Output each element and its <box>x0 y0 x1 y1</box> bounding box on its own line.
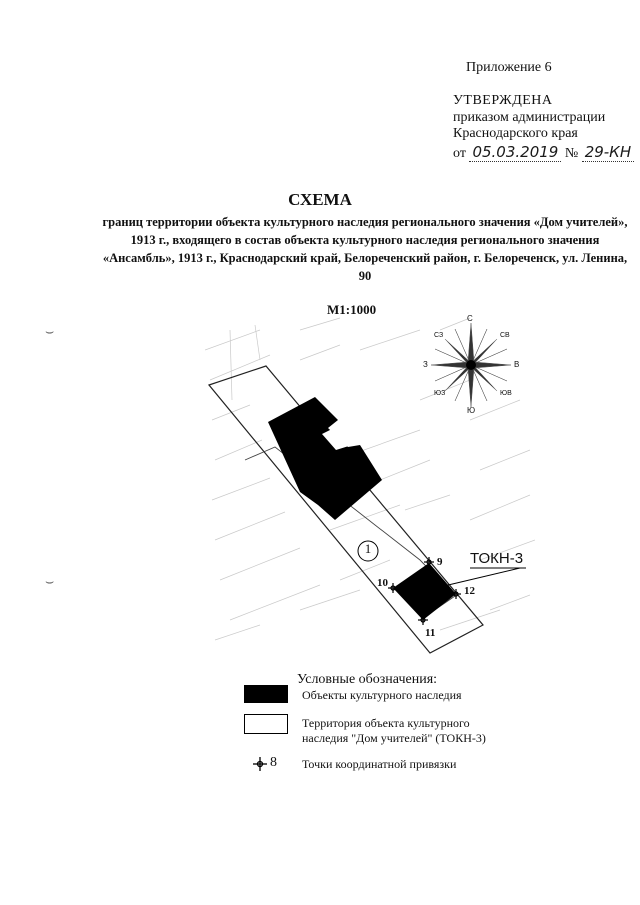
number-prefix: № <box>564 146 579 161</box>
date-prefix: от <box>453 146 466 161</box>
legend-point-sample: 8 <box>270 755 277 770</box>
compass-nw: СЗ <box>434 332 444 339</box>
map-scale: М1:1000 <box>327 302 377 317</box>
heritage-building-small <box>393 563 456 620</box>
compass-s: Ю <box>467 406 476 415</box>
point-9-label: 9 <box>437 556 443 568</box>
object-number: 1 <box>364 541 372 556</box>
legend-heritage-swatch <box>244 685 288 703</box>
order-line-1: приказом администрации <box>453 110 606 125</box>
legend-points-label: Точки координатной привязки <box>302 757 457 771</box>
legend-territory-line1: Территория объекта культурного <box>302 716 470 730</box>
document-subtitle: границ территории объекта культурного наследия регионального значения «Дом учителей», 1913 г., входящего в состав объекта культурного наследия регионального значения «Ансамбль», 1913 г., Краснодарский край, Белореченский район, г. Белореченск, ул. Ленина, 90 <box>102 215 628 283</box>
appendix-label: Приложение 6 <box>466 60 552 75</box>
order-date: 05.03.2019 <box>469 143 561 162</box>
point-11-label: 11 <box>425 627 436 639</box>
legend-territory-swatch <box>244 714 288 734</box>
point-12-label: 12 <box>464 585 475 597</box>
compass-e: В <box>514 360 520 369</box>
heritage-building-main <box>268 397 382 520</box>
margin-mark: ⌣ <box>45 575 55 590</box>
compass-se: ЮВ <box>500 390 512 397</box>
legend-point-icon <box>252 756 268 772</box>
margin-mark: ⌣ <box>45 325 55 340</box>
legend-heritage-label: Объекты культурного наследия <box>302 688 462 702</box>
compass-n: С <box>467 314 473 323</box>
legend-title: Условные обозначения: <box>297 672 438 687</box>
compass-sw: ЮЗ <box>434 390 446 397</box>
compass-ne: СВ <box>500 332 510 339</box>
order-line-2: Краснодарского края <box>453 126 578 141</box>
label-leader <box>444 568 520 586</box>
document-title: СХЕМА <box>288 190 352 209</box>
order-number: 29-КН <box>582 143 634 162</box>
compass-w: З <box>423 360 428 369</box>
legend-territory-line2: наследия "Дом учителей" (ТОКН-3) <box>302 731 486 745</box>
approved-label: УТВЕРЖДЕНА <box>453 93 553 108</box>
point-10-label: 10 <box>377 577 388 589</box>
territory-label: ТОКН-3 <box>470 550 524 567</box>
